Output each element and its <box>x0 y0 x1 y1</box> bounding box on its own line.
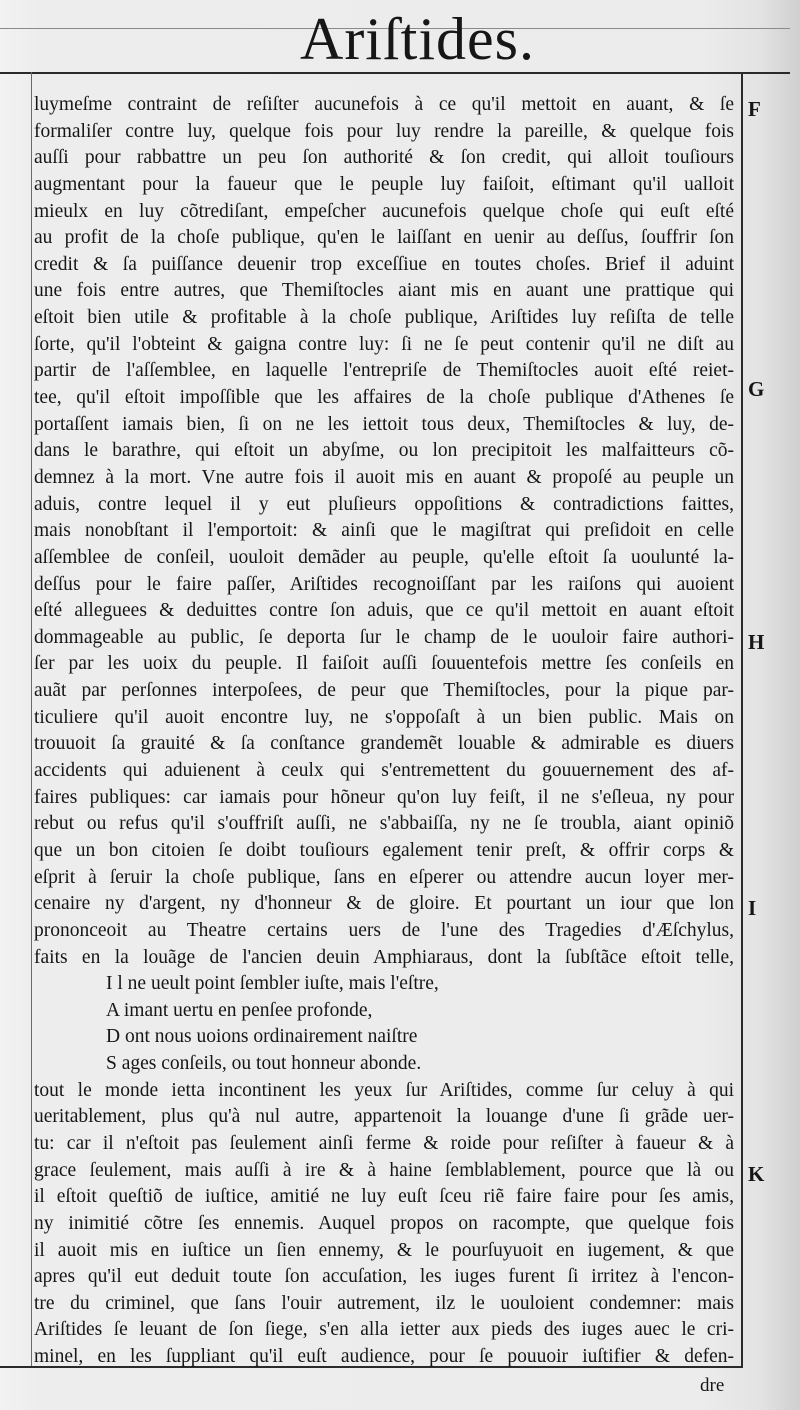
text-line: que un bon citoien ſe doibt touſiours egalement tenir preſt, & offrir corps & <box>34 839 734 861</box>
text-line: tre du criminel, que ſans l'ouir autrement, ilz le uouloient condemner: mais <box>34 1292 734 1314</box>
text-line: prononceoit au Theatre certains uers de l'une des Tragedies d'Æſchylus, <box>34 919 734 941</box>
text-line: rebut ou refus qu'il s'ouffriſt auſſi, ne s'abbaiſſa, ny ne ſe troubla, aiant opiniõ <box>34 813 734 835</box>
text-line: trouuoit ſa grauité & ſa conſtance grandemẽt louable & admirable es diuers <box>34 733 734 755</box>
body-text <box>34 92 734 1371</box>
text-line: il eſtoit queſtiõ de iuſtice, amitié ne luy euſt ſceu riẽ faire faire pour ſes amis, <box>34 1186 734 1208</box>
verse-line: I l ne ueult point ſembler iuſte, mais l'eſtre, <box>106 973 439 995</box>
left-frame-rule <box>31 72 32 1368</box>
text-line: dans le barathre, qui eſtoit un abyſme, ou lon precipitoit les malfaitteurs cõ- <box>34 440 734 462</box>
text-line: partir de l'aſſemblee, en laquelle l'entrepriſe de Themiſtocles auoit eſté reiet- <box>34 360 734 382</box>
text-line: cenaire ny d'argent, ny d'honneur & de gloire. Et pourtant un iour que lon <box>34 893 734 915</box>
text-line: une fois entre autres, que Themiſtocles aiant mis en auant une prattique qui <box>34 280 734 302</box>
text-line: eſprit à ſeruir la choſe publique, ſans en eſperer ou attendre aucun loyer mer- <box>34 866 734 888</box>
text-line: augmentant pour la faueur que le peuple luy faiſoit, eſtimant qu'il ualloit <box>34 173 734 195</box>
text-line: tu: car il n'eſtoit pas ſeulement ainſi ferme & roide pour reſiſter à faueur & à <box>34 1132 734 1154</box>
text-line: ticuliere qu'il auoit encontre luy, ne s'oppoſaſt à un bien public. Mais on <box>34 706 734 728</box>
text-line: tee, qu'il eſtoit impoſſible que les affaires de la choſe publique d'Athenes ſe <box>34 387 734 409</box>
margin-letter-g: G <box>748 377 765 401</box>
text-line: faits en la louãge de l'ancien deuin Amphiaraus, dont la ſubſtãce eſtoit telle, <box>34 946 734 968</box>
text-line: tout le monde ietta incontinent les yeux ſur Ariſtides, comme ſur celuy à qui <box>34 1079 734 1101</box>
margin-letter-f: F <box>748 97 761 121</box>
margin-letter-h: H <box>748 630 765 654</box>
text-line: portaſſent iamais bien, ſi on ne les iettoit tous deux, Themiſtocles & luy, de- <box>34 413 734 435</box>
text-line: mieulx en luy cõtrediſant, empeſcher aucunefois quelque choſe qui euſt eſté <box>34 200 734 222</box>
text-line: au profit de la choſe publique, qu'en le laiſſant en uenir au deſſus, ſouffrir ſon <box>34 227 734 249</box>
text-line: ny inimitié cõtre ſes ennemis. Auquel propos on racompte, que quelque fois <box>34 1212 734 1234</box>
verse-line: A imant uertu en penſee profonde, <box>106 999 373 1021</box>
text-line: auſſi pour rabbattre un peu ſon authorité & ſon credit, qui alloit touſiours <box>34 147 734 169</box>
text-line: dommageable au public, ſe deporta ſur le champ de le uouloir faire authori- <box>34 626 734 648</box>
text-line: il auoit mis en iuſtice un ſien ennemy, & le pourſuyuoit en iugement, & que <box>34 1239 734 1261</box>
text-line: ſer par les uoix du peuple. Il faiſoit auſſi ſouuentefois mettre ſes conſeils en <box>34 653 734 675</box>
text-line: grace ſeulement, mais auſſi à ire & à haine ſemblablement, pource que là ou <box>34 1159 734 1181</box>
text-line: credit & ſa puiſſance deuenir trop exceſſiue en toutes choſes. Brief il aduint <box>34 253 734 275</box>
right-frame-rule <box>741 72 743 1368</box>
verse-line: S ages conſeils, ou tout honneur abonde. <box>106 1053 422 1075</box>
text-line: ſorte, qu'il l'obteint & gaigna contre luy: ſi ne ſe peut contenir qu'il ne diſt au <box>34 333 734 355</box>
text-line: faires publiques: car iamais pour hõneur qu'on luy feiſt, il ne s'eſleua, ny pour <box>34 786 734 808</box>
text-line: aduis, contre lequel il y eut pluſieurs oppoſitions & contradictions faittes, <box>34 493 734 515</box>
margin-letter-i: I <box>748 896 757 920</box>
margin-letter-k: K <box>748 1162 765 1186</box>
text-line: luymeſme contraint de reſiſter aucunefois à ce qu'il mettoit en auant, & ſe <box>34 94 734 115</box>
text-line: auãt par perſonnes interpoſees, de peur que Themiſtocles, pour la pique par- <box>34 680 734 702</box>
text-line: formaliſer contre luy, quelque fois pour luy rendre la pareille, & quelque fois <box>34 120 734 142</box>
text-line: apres qu'il eut deduit toute ſon accuſation, les iuges furent ſi irritez à l'encon- <box>34 1266 734 1288</box>
text-line: deſſus pour le faire paſſer, Ariſtides recognoiſſant par les raiſons qui auoient <box>34 573 734 595</box>
text-line: ueritablement, plus qu'à nul autre, appartenoit la louange d'une ſi grãde uer- <box>34 1106 734 1128</box>
text-line: mais nonobſtant il l'emportoit: & ainſi que le magiſtrat qui preſidoit en celle <box>34 520 734 542</box>
text-line: Ariſtides ſe leuant de ſon ſiege, s'en alla ietter aux pieds des iuges auec le cri- <box>34 1319 734 1341</box>
text-line: eſtoit bien utile & profitable à la choſe publique, Ariſtides luy reſiſta de telle <box>34 307 734 329</box>
text-line: eſté alleguees & deduittes contre ſon aduis, que ce qu'il mettoit en auant eſtoit <box>34 600 734 622</box>
catchword: dre <box>700 1375 725 1396</box>
text-line: minel, en les ſuppliant qu'il euſt audience, pour ſe pouuoir iuſtifier & defen- <box>34 1346 734 1368</box>
text-line: demnez à la mort. Vne autre fois il auoit mis en auant & propoſé au peuple un <box>34 466 734 488</box>
text-line: aſſemblee de conſeil, uouloit demãder au peuple, qu'elle eſtoit ſa uoulunté la- <box>34 546 734 568</box>
running-head: Ariſtides. <box>300 6 535 72</box>
text-line: accidents qui aduienent à ceulx qui s'entremettent du gouuernement des af- <box>34 760 734 782</box>
verse-line: D ont nous uoions ordinairement naiſtre <box>106 1026 418 1048</box>
